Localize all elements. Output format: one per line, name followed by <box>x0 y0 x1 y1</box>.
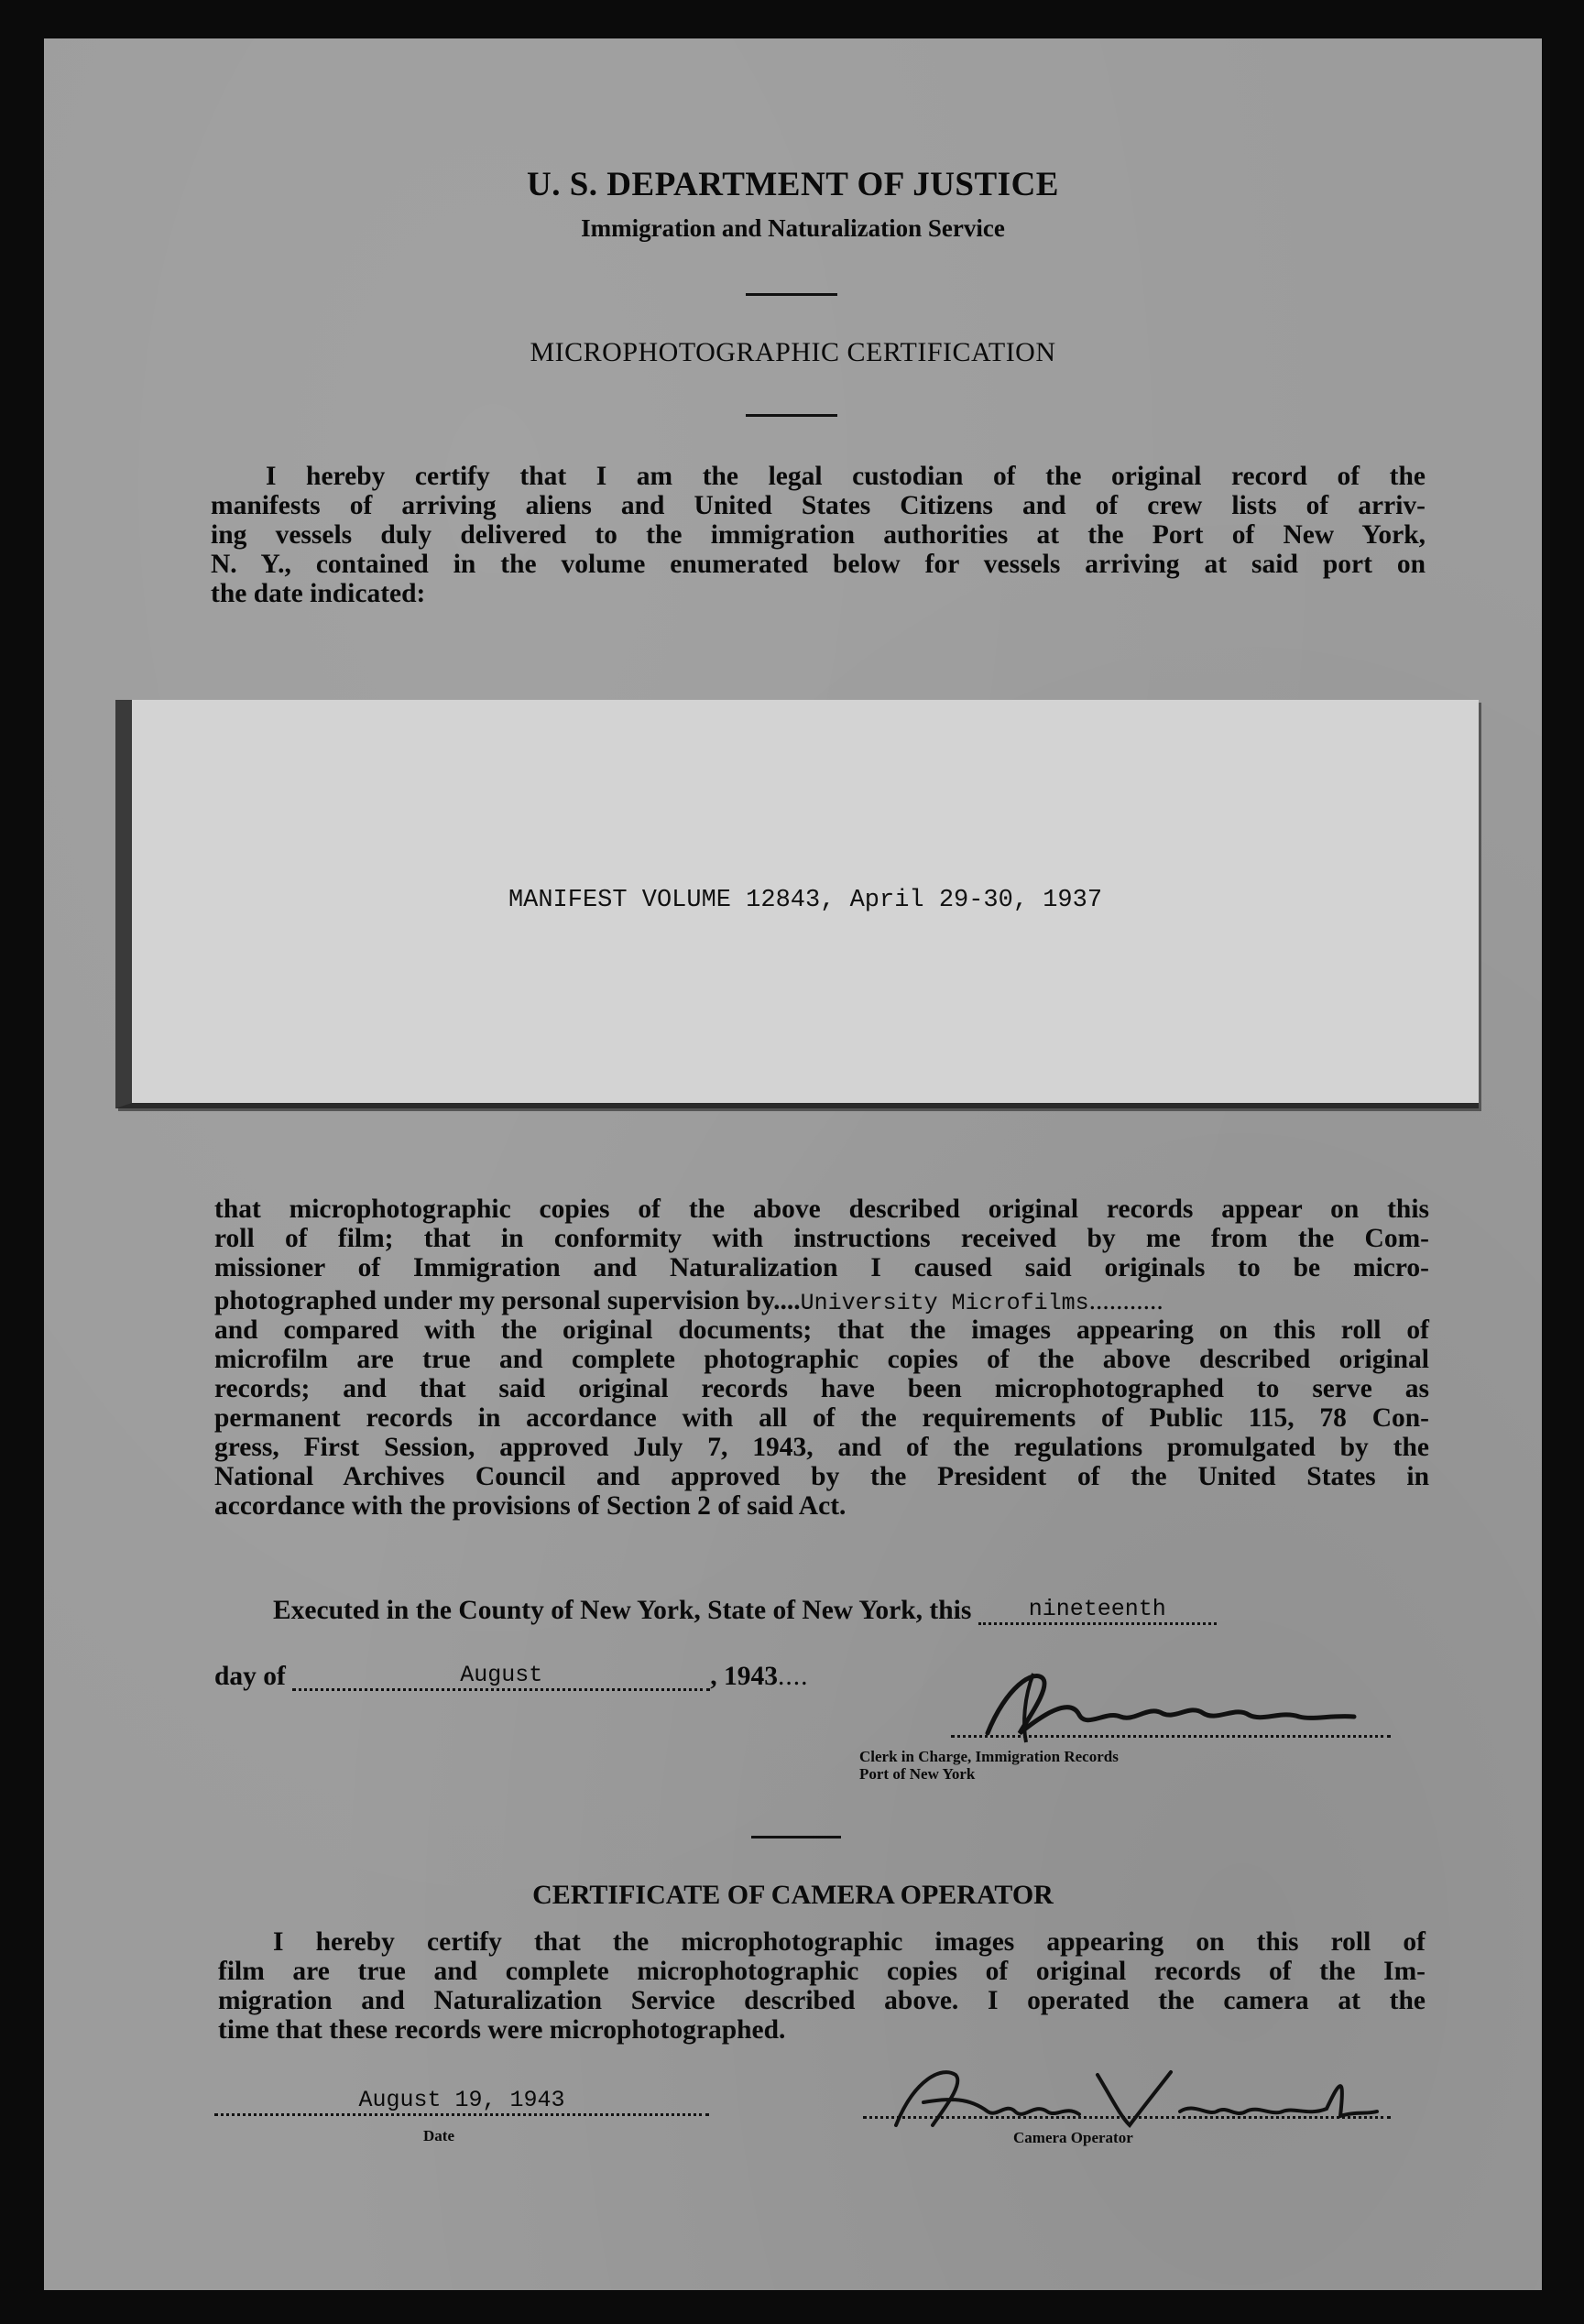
body-line: accordance with the provisions of Section 2 of said Act. <box>214 1491 847 1521</box>
intro-paragraph <box>211 462 1426 608</box>
body-line: records; and that said original records have been microphotographed to serve as <box>214 1374 1429 1403</box>
divider <box>746 293 837 296</box>
service-subheading: Immigration and Naturalization Service <box>581 214 1005 242</box>
clerk-signature <box>969 1660 1372 1751</box>
executed-prefix: Executed in the County of New York, State of New York, this <box>273 1596 972 1625</box>
clerk-caption <box>859 1748 1119 1783</box>
supervision-value: University Microfilms <box>800 1290 1089 1316</box>
body-line: microfilm are true and complete photographic copies of the above described original <box>214 1345 1429 1374</box>
day-of-label: day of <box>214 1662 286 1691</box>
month-value: August <box>460 1662 543 1688</box>
day-value: nineteenth <box>1028 1596 1166 1622</box>
body-line: missioner of Immigration and Naturalization I caused said originals to be micro- <box>214 1253 1429 1282</box>
manifest-volume-text: MANIFEST VOLUME 12843, April 29-30, 1937 <box>508 887 1103 914</box>
intro-line: I hereby certify that I am the legal custodian of the original record of the <box>266 462 1426 491</box>
body-line: roll of film; that in conformity with instructions received by me from the Com- <box>214 1224 1429 1253</box>
camera-line: film are true and complete microphotographic copies of original records of the Im- <box>218 1957 1426 1986</box>
intro-line: the date indicated: <box>211 579 426 608</box>
camera-line: time that these records were microphotographed. <box>218 2015 786 2045</box>
supervision-dots: ........... <box>1088 1286 1163 1315</box>
divider <box>746 414 837 417</box>
month-field <box>292 1658 710 1691</box>
clerk-port: Port of New York <box>859 1765 976 1783</box>
clerk-signature-line <box>951 1735 1391 1738</box>
intro-line: ing vessels duly delivered to the immigration authorities at the Port of New York, <box>211 520 1426 550</box>
camera-operator-label: Camera Operator <box>1013 2129 1133 2146</box>
department-heading: U. S. DEPARTMENT OF JUSTICE <box>527 166 1059 203</box>
supervision-line <box>214 1286 1429 1315</box>
certificate-page <box>44 38 1542 2290</box>
body-line: National Archives Council and approved by the President of the United States in <box>214 1462 1429 1491</box>
body-line: that microphotographic copies of the above described original records appear on this <box>214 1195 1429 1224</box>
intro-line: N. Y., contained in the volume enumerated below for vessels arriving at said port on <box>211 550 1426 579</box>
date-label: Date <box>423 2127 454 2144</box>
body-line: gress, First Session, approved July 7, 1943, and of the regulations promulgated by the <box>214 1433 1429 1462</box>
day-of-line: day of August , 1943.... <box>214 1662 808 1695</box>
intro-line: manifests of arriving aliens and United States Citizens and of crew lists of arriv- <box>211 491 1426 520</box>
date-value: August 19, 1943 <box>358 2087 565 2113</box>
date-field <box>214 2087 709 2116</box>
camera-line: I hereby certify that the microphotographic images appearing on this roll of <box>273 1927 1426 1957</box>
manifest-label-card <box>115 700 1479 1108</box>
camera-operator-paragraph <box>218 1927 1426 2045</box>
body-line: and compared with the original documents; that the images appearing on this roll of <box>214 1315 1429 1345</box>
day-field <box>978 1592 1217 1625</box>
divider <box>751 1836 841 1838</box>
operator-signature-line <box>863 2116 1391 2119</box>
year-text: , 1943 <box>710 1662 778 1691</box>
executed-line <box>273 1596 1427 1629</box>
clerk-title: Clerk in Charge, Immigration Records <box>859 1748 1119 1765</box>
certification-title: MICROPHOTOGRAPHIC CERTIFICATION <box>530 337 1056 367</box>
supervision-prefix: photographed under my personal supervision by.... <box>214 1286 801 1315</box>
body-paragraph <box>214 1195 1429 1521</box>
camera-operator-title: CERTIFICATE OF CAMERA OPERATOR <box>532 1880 1054 1910</box>
body-line: permanent records in accordance with all of the requirements of Public 115, 78 Con- <box>214 1403 1429 1433</box>
camera-line: migration and Naturalization Service described above. I operated the camera at the <box>218 1986 1426 2015</box>
